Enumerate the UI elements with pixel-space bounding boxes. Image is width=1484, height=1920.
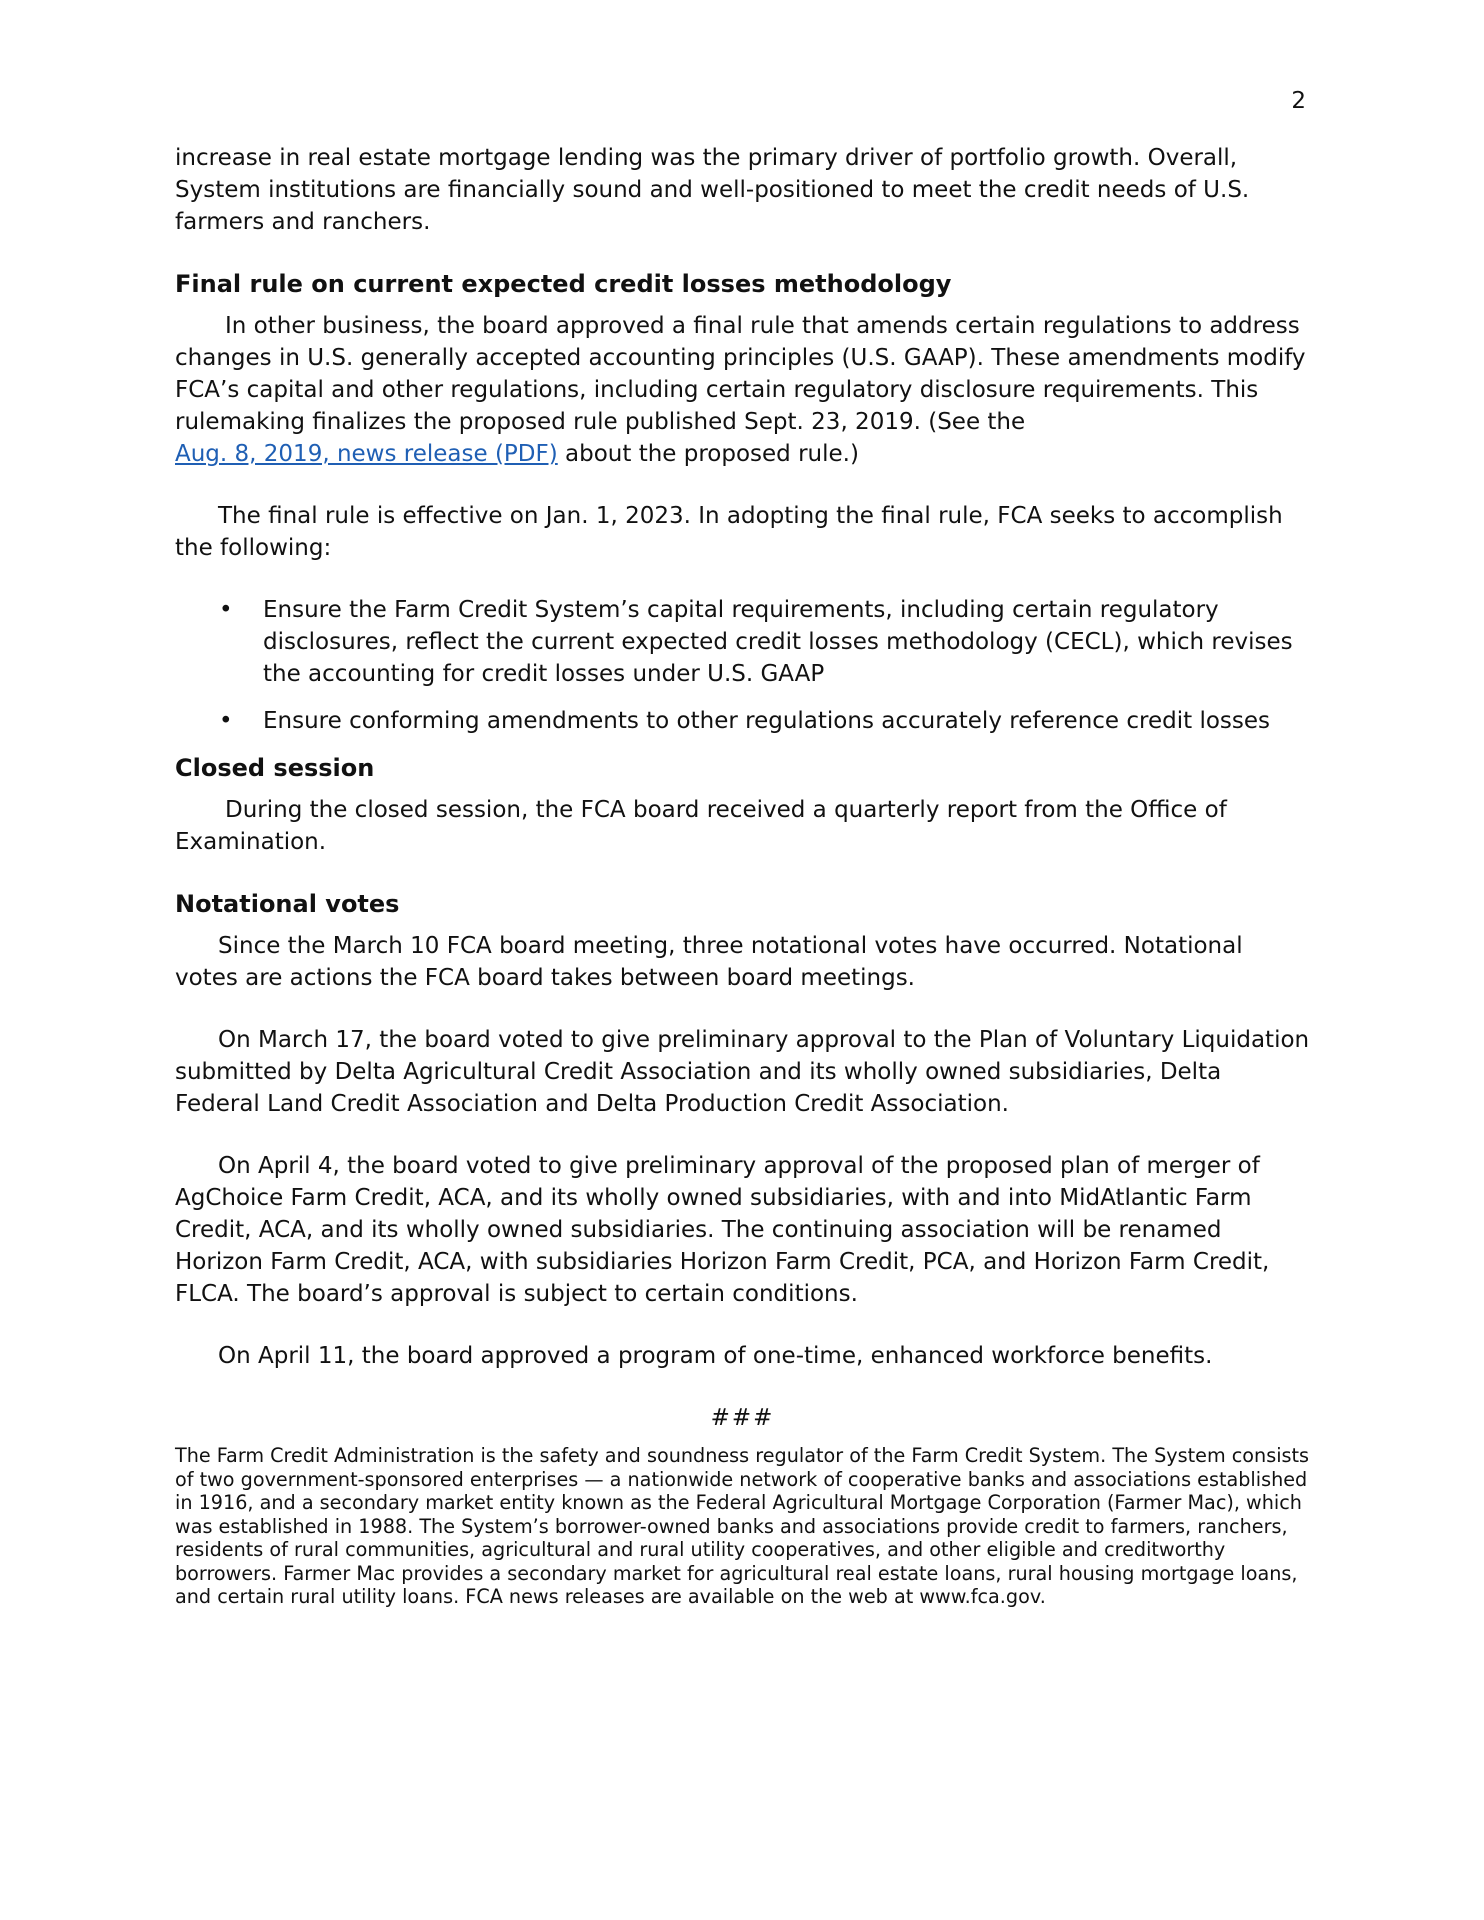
list-item bbox=[175, 705, 1310, 737]
cecl-paragraph-2: The final rule is effective on Jan. 1, 2023. In adopting the final rule, FCA seeks to accomplish the following: bbox=[175, 503, 1283, 561]
intro-paragraph: increase in real estate mortgage lending was the primary driver of portfolio growth. Overall, System institutions are financially sound and well-positioned to meet the credit needs of U.S. farmers and ranchers. bbox=[175, 145, 1250, 235]
cecl-section bbox=[175, 268, 1310, 737]
notational-votes-paragraph: Since the March 10 FCA board meeting, three notational votes have occurred. Notational votes are actions the FCA board takes between board meetings. bbox=[175, 933, 1243, 991]
notational-votes-paragraph: On April 11, the board approved a program of one-time, enhanced workforce benefits. bbox=[218, 1343, 1213, 1369]
boilerplate-paragraph: The Farm Credit Administration is the safety and soundness regulator of the Farm Credit System. The System consists of two government-sponsored enterprises — a nationwide network of cooperative banks and associations established in 1916, and a secondary market entity known as the Federal Agricultural Mortgage Corporation (Farmer Mac), which was established in 1988. The System’s borrower-owned banks and associations provide credit to farmers, ranchers, residents of rural communities, agricultural and rural utility cooperatives, and other eligible and creditworthy borrowers. Farmer Mac provides a secondary market for agricultural real estate loans, rural housing mortgage loans, and certain rural utility loans. FCA news releases are available on the web at www.fca.gov. bbox=[175, 1444, 1310, 1608]
cecl-heading: Final rule on current expected credit losses methodology bbox=[175, 270, 952, 298]
news-release-link[interactable]: Aug. 8, 2019, news release (PDF) bbox=[175, 441, 558, 467]
cecl-paragraph-1-text: In other business, the board approved a final rule that amends certain regulations to address changes in U.S. generally accepted accounting principles (U.S. GAAP). These amendments modify FCA’s capital and other regulations, including certain regulatory disclosure requirements. This rulemaking finalizes the proposed rule published Sept. 23, 2019. (See the bbox=[175, 313, 1306, 435]
list-item-text: Ensure conforming amendments to other regulations accurately reference credit losses bbox=[263, 708, 1271, 734]
closed-session-paragraph: During the closed session, the FCA board received a quarterly report from the Office of Examination. bbox=[175, 797, 1227, 855]
end-marker: ### bbox=[710, 1405, 775, 1431]
page-number: 2 bbox=[1291, 88, 1306, 114]
list-item-text: Ensure the Farm Credit System’s capital requirements, including certain regulatory disclosures, reflect the current expected credit losses methodology (CECL), which revises the accounting for credit losses under U.S. GAAP bbox=[263, 597, 1293, 687]
notational-votes-heading: Notational votes bbox=[175, 890, 400, 918]
notational-votes-paragraph: On March 17, the board voted to give preliminary approval to the Plan of Voluntary Liquidation submitted by Delta Agricultural Credit Association and its wholly owned subsidiaries, Delta Federal Land Credit Association and Delta Production Credit Association. bbox=[175, 1027, 1310, 1117]
notational-votes-section bbox=[175, 888, 1310, 1372]
cecl-bullet-list bbox=[175, 594, 1310, 737]
cecl-paragraph-1-tail: about the proposed rule.) bbox=[565, 441, 859, 467]
notational-votes-paragraph: On April 4, the board voted to give preliminary approval of the proposed plan of merger of AgChoice Farm Credit, ACA, and its wholly owned subsidiaries, with and into MidAtlantic Farm Credit, ACA, and its wholly owned subsidiaries. The continuing association will be renamed Horizon Farm Credit, ACA, with subsidiaries Horizon Farm Credit, PCA, and Horizon Farm Credit, FLCA. The board’s approval is subject to certain conditions. bbox=[175, 1153, 1270, 1307]
document-body bbox=[175, 142, 1310, 1609]
list-item bbox=[175, 594, 1310, 690]
closed-session-section bbox=[175, 752, 1310, 858]
bullet-icon: • bbox=[219, 597, 233, 623]
cecl-paragraph-1 bbox=[175, 310, 1310, 470]
bullet-icon: • bbox=[219, 708, 233, 734]
closed-session-heading: Closed session bbox=[175, 754, 375, 782]
